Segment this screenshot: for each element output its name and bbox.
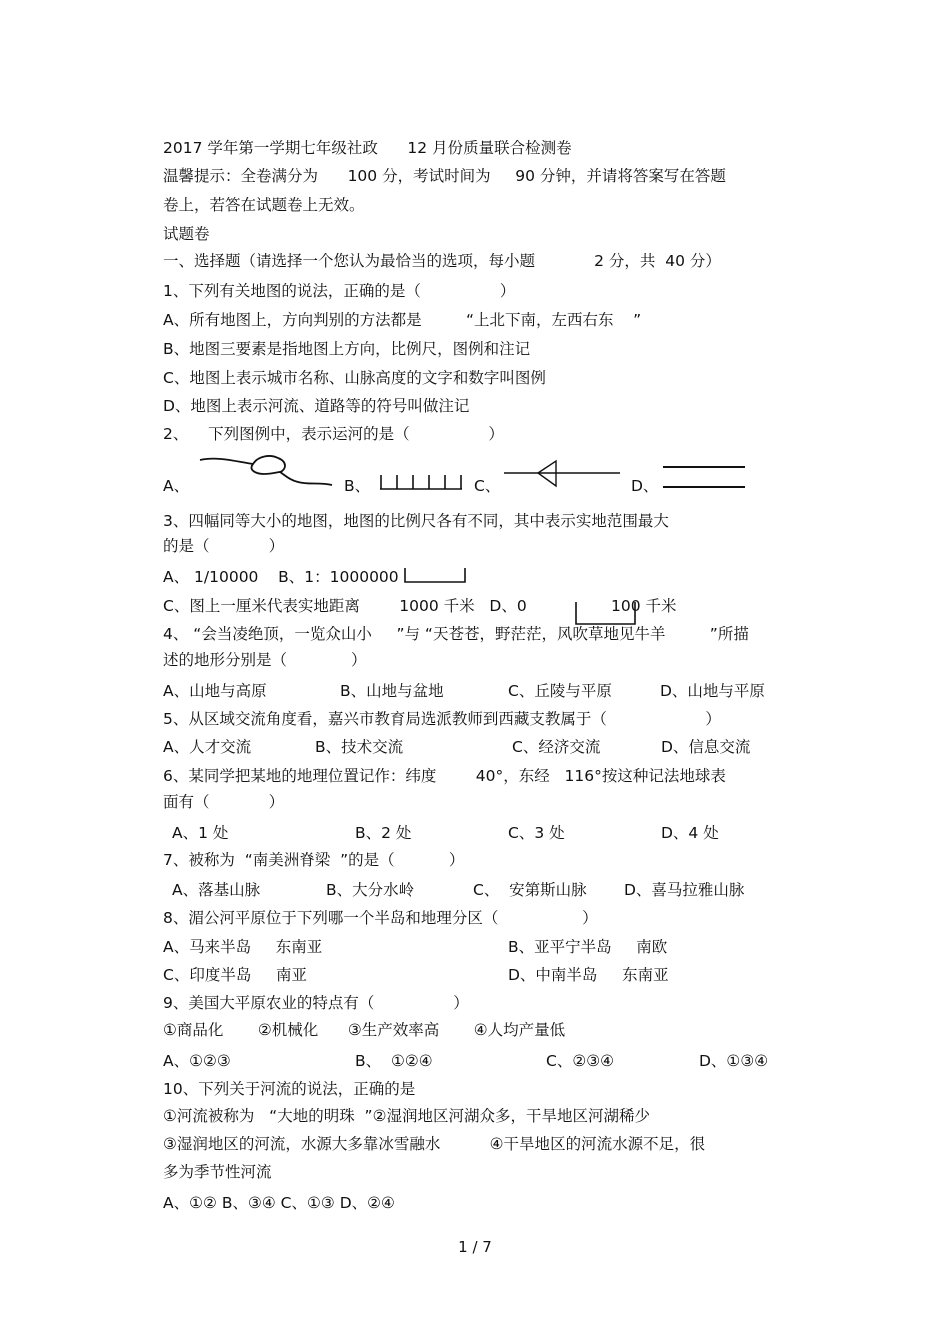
section-label: 试题卷 (163, 225, 210, 243)
q1-stem: 1、下列有关地图的说法，正确的是（ ） (163, 282, 516, 300)
scale-bar-symbol (403, 566, 469, 584)
q2-option-a-label: A、 (163, 477, 190, 495)
q6-option-c: C、3 处 (508, 824, 565, 842)
q9-option-d: D、①③④ (699, 1052, 769, 1070)
q4-stem-line-1: 4、 “会当凌绝顶，一览众山小 ”与 “天苍苍，野茫茫，风吹草地见牛羊 ”所描 (163, 625, 749, 643)
q10-line-3: 多为季节性河流 (163, 1163, 272, 1181)
notice-line-1: 温馨提示：全卷满分为 100 分，考试时间为 90 分钟，并请将答案写在答题 (163, 167, 726, 185)
q3-options-cd: C、图上一厘米代表实地距离 1000 千米 D、0 (163, 597, 527, 615)
q6-option-b: B、2 处 (355, 824, 412, 842)
q4-option-c: C、丘陵与平原 (508, 682, 612, 700)
q6-option-a: A、1 处 (172, 824, 229, 842)
q9-stem: 9、美国大平原农业的特点有（ ） (163, 994, 469, 1012)
q1-option-c: C、地图上表示城市名称、山脉高度的文字和数字叫图例 (163, 369, 546, 387)
q3-option-d-scale: 100 千米 (611, 597, 677, 615)
q10-options: A、①② B、③④ C、①③ D、②④ (163, 1194, 395, 1212)
q10-stem: 10、下列关于河流的说法，正确的是 (163, 1080, 416, 1098)
q9-option-b: B、 ①②④ (355, 1052, 433, 1070)
q7-option-c: C、 安第斯山脉 (473, 881, 587, 899)
q2-option-b-label: B、 (344, 477, 371, 495)
q10-line-1: ①河流被称为 “大地的明珠 ”②湿润地区河湖众多，干旱地区河湖稀少 (163, 1107, 650, 1125)
q7-stem: 7、被称为 “南美洲脊梁 ”的是（ ） (163, 851, 465, 869)
q6-option-d: D、4 处 (661, 824, 719, 842)
q2-option-d-label: D、 (631, 477, 659, 495)
q2-stem: 2、 下列图例中，表示运河的是（ ） (163, 425, 504, 443)
q8-stem: 8、湄公河平原位于下列哪一个半岛和地理分区（ ） (163, 909, 598, 927)
q5-stem: 5、从区域交流角度看，嘉兴市教育局选派教师到西藏支教属于（ ） (163, 710, 721, 728)
q5-option-a: A、人才交流 (163, 738, 252, 756)
q9-option-c: C、②③④ (546, 1052, 615, 1070)
q9-option-a: A、①②③ (163, 1052, 231, 1070)
notice-line-2: 卷上，若答在试题卷上无效。 (163, 196, 365, 214)
q4-stem-line-2: 述的地形分别是（ ） (163, 651, 367, 669)
q4-option-b: B、山地与盆地 (340, 682, 444, 700)
q8-option-a: A、马来半岛 东南亚 (163, 938, 323, 956)
q1-option-b: B、地图三要素是指地图上方向，比例尺，图例和注记 (163, 340, 531, 358)
q10-line-2: ③湿润地区的河流，水源大多靠冰雪融水 ④干旱地区的河流水源不足，很 (163, 1135, 706, 1153)
q3-options-ab: A、 1/10000 B、1：1000000 (163, 568, 399, 586)
q8-option-b: B、亚平宁半岛 南欧 (508, 938, 668, 956)
page-number: 1 / 7 (458, 1238, 492, 1256)
q3-stem-line-2: 的是（ ） (163, 537, 285, 555)
q9-items: ①商品化 ②机械化 ③生产效率高 ④人均产量低 (163, 1021, 566, 1039)
q5-option-b: B、技术交流 (315, 738, 404, 756)
q6-stem-line-1: 6、某同学把某地的地理位置记作：纬度 40°，东经 116°按这种记法地球表 (163, 767, 726, 785)
double-line-symbol (663, 462, 749, 492)
q1-option-a: A、所有地图上，方向判别的方法都是 “上北下南，左西右东 ” (163, 311, 642, 329)
q7-option-d: D、喜马拉雅山脉 (624, 881, 745, 899)
canal-symbol (378, 470, 468, 492)
q7-option-b: B、大分水岭 (326, 881, 415, 899)
river-lake-symbol (198, 452, 338, 492)
q5-option-c: C、经济交流 (512, 738, 601, 756)
q6-stem-line-2: 面有（ ） (163, 793, 285, 811)
exam-title: 2017 学年第一学期七年级社政 12 月份质量联合检测卷 (163, 139, 572, 157)
q8-option-d: D、中南半岛 东南亚 (508, 966, 669, 984)
q8-option-c: C、印度半岛 南亚 (163, 966, 307, 984)
arrow-line-symbol (504, 458, 624, 490)
q7-option-a: A、落基山脉 (172, 881, 261, 899)
part1-heading: 一、选择题（请选择一个您认为最恰当的选项，每小题 2 分，共 40 分） (163, 252, 721, 270)
q2-option-c-label: C、 (474, 477, 501, 495)
q3-stem-line-1: 3、四幅同等大小的地图，地图的比例尺各有不同，其中表示实地范围最大 (163, 512, 669, 530)
q4-option-a: A、山地与高原 (163, 682, 267, 700)
q1-option-d: D、地图上表示河流、道路等的符号叫做注记 (163, 397, 470, 415)
q4-option-d: D、山地与平原 (660, 682, 765, 700)
q5-option-d: D、信息交流 (661, 738, 751, 756)
